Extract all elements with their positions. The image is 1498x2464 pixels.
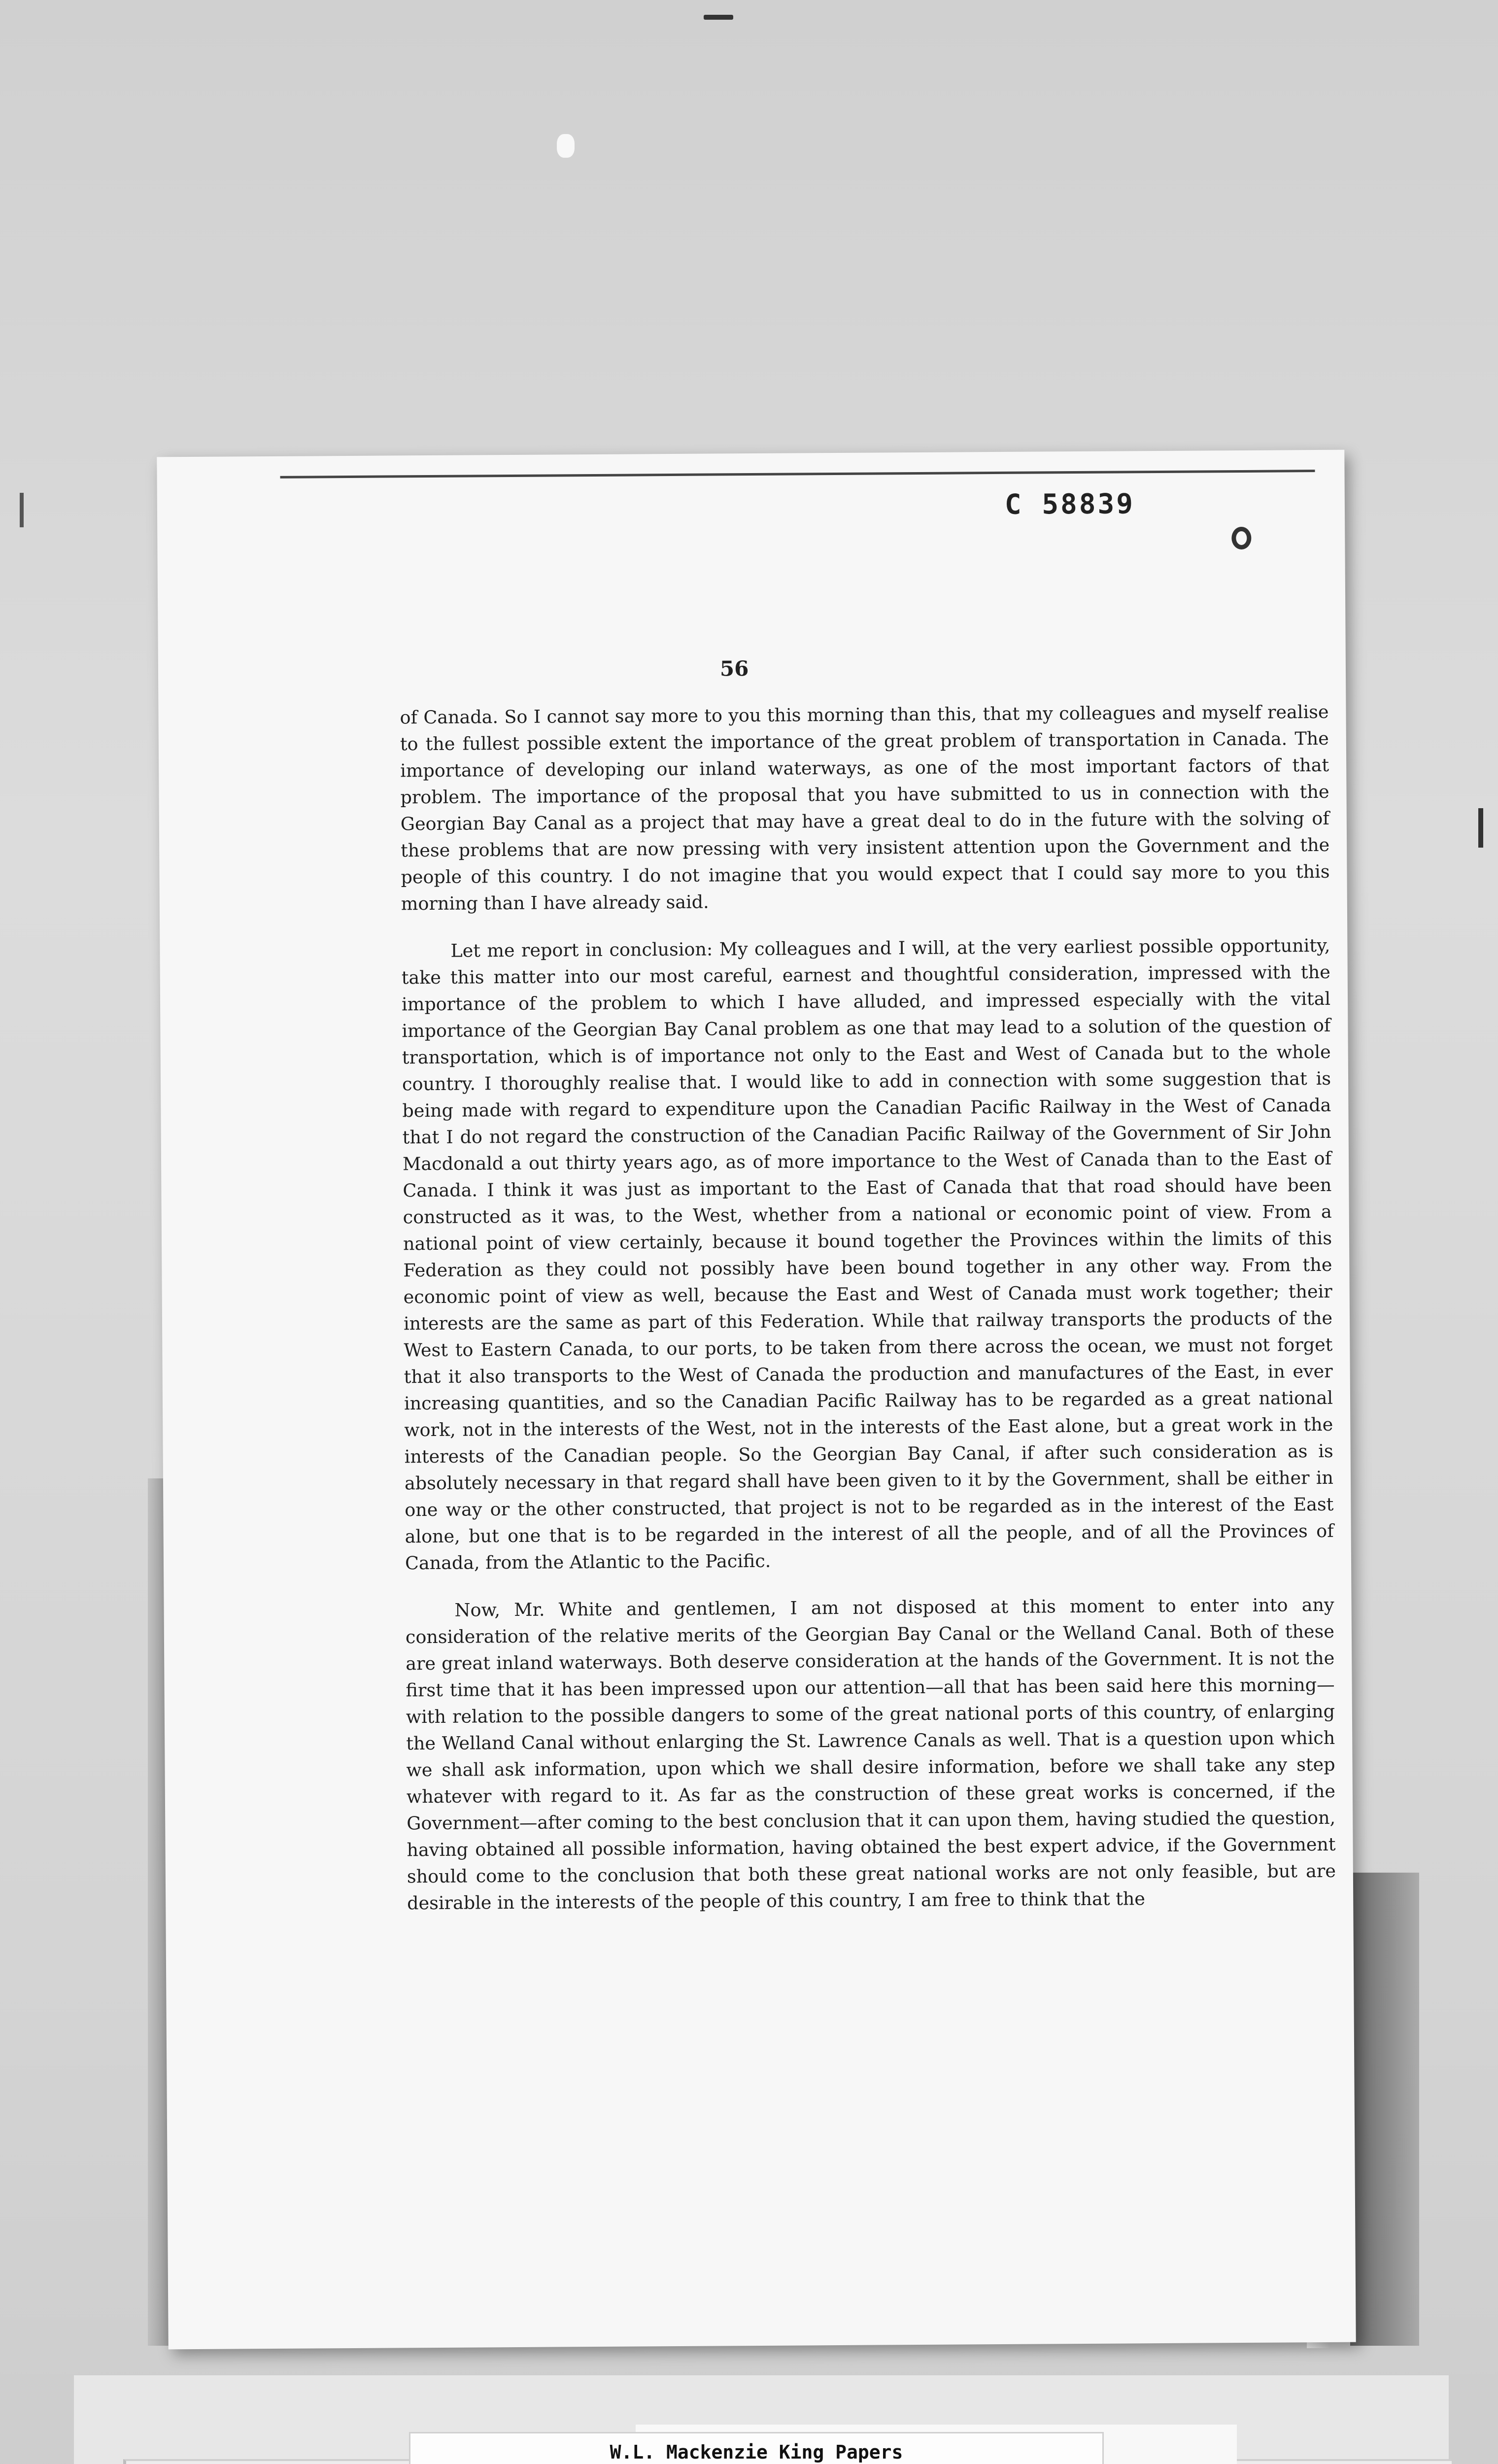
paragraph: Let me report in conclusion: My colleagues and I will, at the very earliest possible opportunity, take this matter into our most careful, earnest and thoughtful consideration, impressed with the importance of the problem to which I have alluded, and impressed especially with the vital importance of the Georgian Bay Canal problem as one that may lead to a solution of the question of transportation, which is of importance not only to the East and West of Canada but to the whole country. I thoroughly realise that. I would like to add in connection with some suggestion that is being made with regard to expenditure upon the Canadian Pacific Railway in the West of Canada that I do not regard the construction of the Canadian Pacific Railway of the Government of Sir John Macdonald a out thirty years ago, as of more importance to the West of Canada than to the East of Canada. I think it was just as important to the East of Canada that that road should have been constructed as it was, to the West, whether from a national or economic point of view. From a national point of view certainly, because it bound together the Provinces within the limits of this Federation as they could not possibly have been bound together in any other way. From the economic point of view as well, because the East and West of Canada must work together; their interests are the same as part of this Federation. While that railway transports the products of the West to Eastern Canada, to our ports, to be taken from there across the ocean, we must not forget that it also transports to the West of Canada the production and manufactures of the East, in ever increasing quantities, and so the Canadian Pacific Railway has to be regarded as a great national work, not in the interests of the West, not in the interests of the East alone, but a great work in the interests of the Canadian people. So the Georgian Bay Canal, if after such consideration as is absolutely necessary in that regard shall have been given to it by the Government, shall be either in one way or the other constructed, that project is not to be regarded as in the interest of the East alone, but one that is to be regarded in the interest of all the people, and of all the Provinces of Canada, from the Atlantic to the Pacific. [401, 934, 1334, 1574]
page-number: 56 [719, 656, 749, 681]
top-rule [280, 470, 1315, 479]
collection-name: W.L. Mackenzie King Papers [610, 2441, 903, 2463]
reference-number: C 58839 [1004, 488, 1135, 521]
paragraph: Now, Mr. White and gentlemen, I am not disposed at this moment to enter into any consideration of the relative merits of the Georgian Bay Canal or the Welland Canal. Both of these are great inland waterways. Both deserve consideration at the hands of the Government. It is not the first time that it has been impressed upon our attention—all that has been said here this morning—with relation to the possible dangers to some of the great national ports of this country, of enlarging the Welland Canal without enlarging the St. Lawrence Canals as well. That is a question upon which we shall ask information, upon which we shall desire information, before we shall take any step whatever with regard to it. As far as the construction of these great works is concerned, if the Government—after coming to the best conclusion that it can upon them, having studied the question, having obtained all possible information, having obtained the best expert advice, if the Government should come to the conclusion that both these great national works are not only feasible, but are desirable in the interests of the people of this country, I am free to think that the [405, 1594, 1336, 1914]
edge-mark [1478, 808, 1483, 848]
collection-label [409, 2432, 1104, 2464]
body-text [400, 699, 1336, 1916]
punch-hole-icon [1231, 527, 1251, 549]
document-page [157, 450, 1356, 2350]
film-speck [557, 134, 575, 158]
paragraph: of Canada. So I cannot say more to you this morning than this, that my colleagues and myself realise to the fullest possible extent the importance of the great problem of transportation in Canada. The importance of developing our inland waterways, as one of the most important factors of that problem. The importance of the proposal that you have submitted to us in connection with the Georgian Bay Canal as a project that may have a great deal to do in the future with the solving of these problems that are now pressing with very insistent attention upon the Government and the people of this country. I do not imagine that you would expect that I could say more to you this morning than I have already said. [400, 701, 1330, 915]
edge-mark [20, 493, 24, 527]
film-mark [704, 15, 733, 20]
page-shadow [1350, 1873, 1419, 2346]
